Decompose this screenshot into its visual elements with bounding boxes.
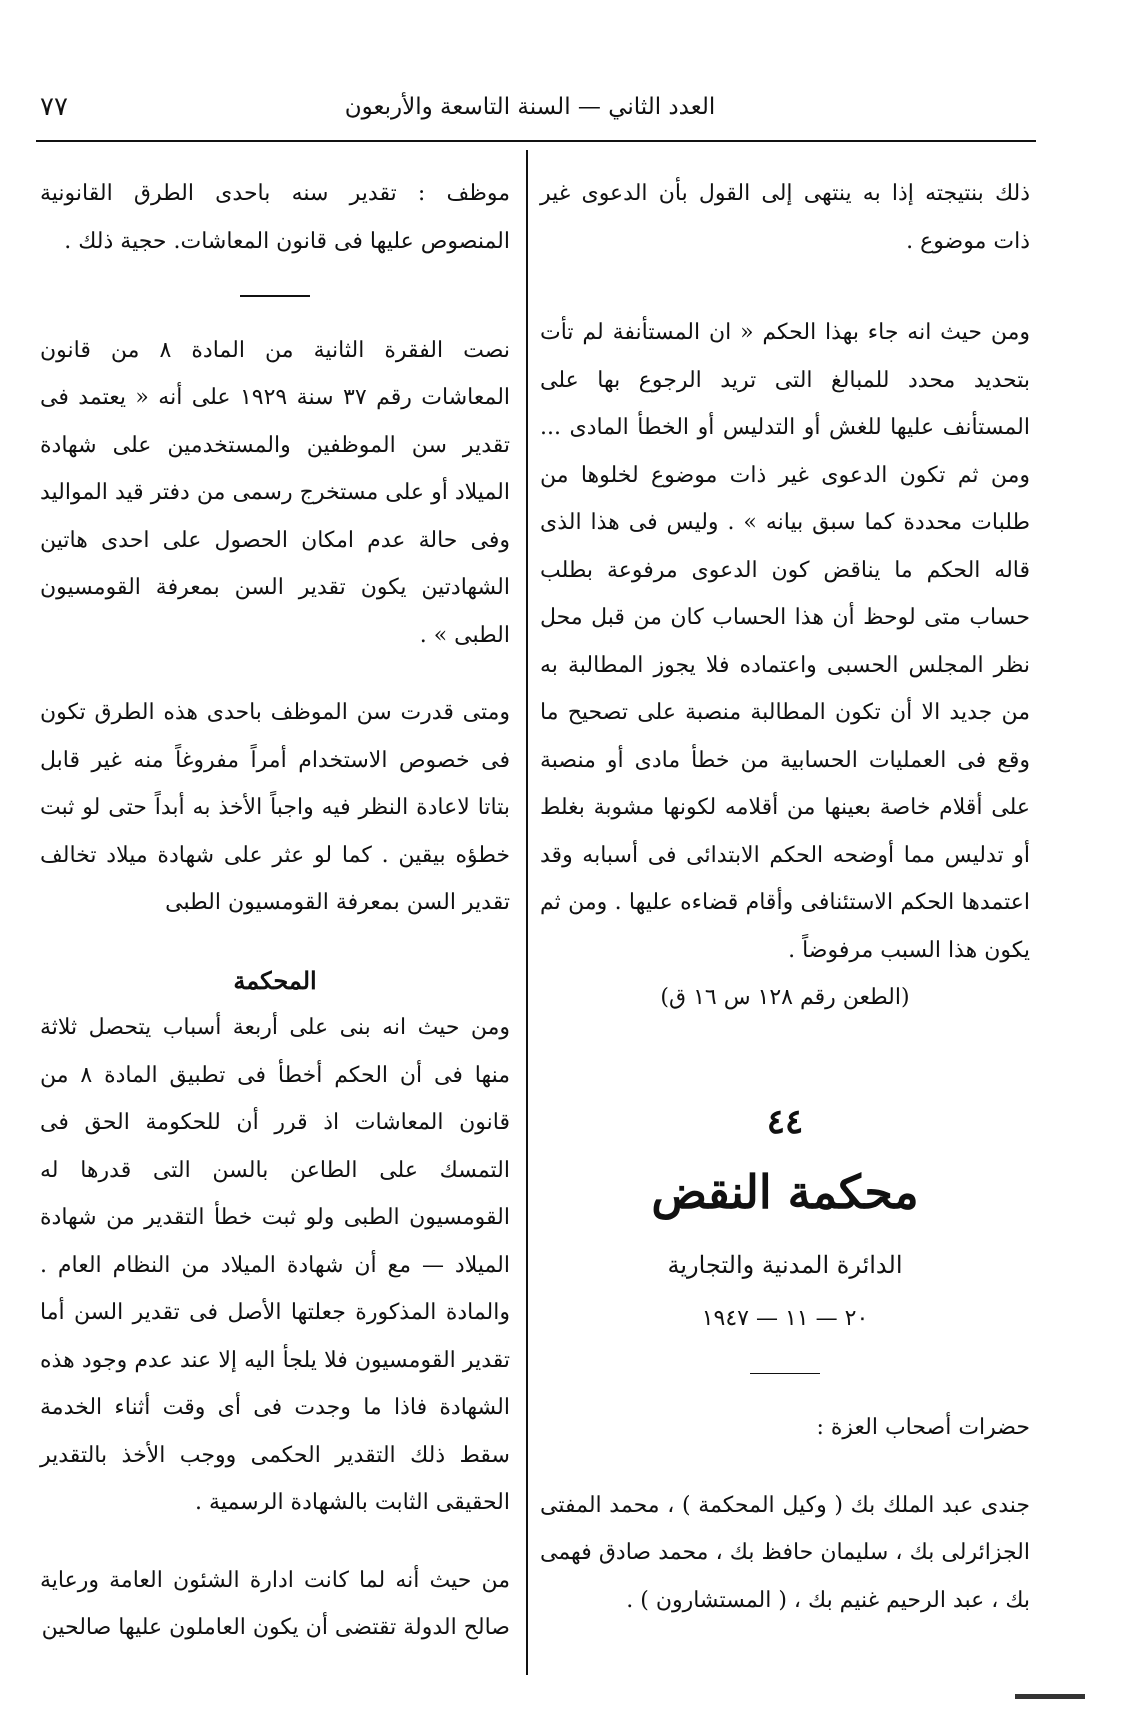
right-column	[540, 170, 1030, 1624]
paragraph: ذلك بنتيجته إذا به ينتهى إلى القول بأن الدعوى غير ذات موضوع .	[540, 181, 1030, 254]
judges-label: حضرات أصحاب العزة :	[816, 1415, 1030, 1440]
judges-list: جندى عبد الملك بك ( وكيل المحكمة ) ، محمد المفتى الجزائرلى بك ، سليمان حافظ بك ، محمد صادق فهمى بك ، عبد الرحيم غنيم بك ، ( المستشارون ) .	[540, 1492, 1030, 1613]
section-rule	[240, 295, 310, 297]
case-summary: موظف : تقدير سنه باحدى الطرق القانونية المنصوص عليها فى قانون المعاشات. حجية ذلك .	[40, 181, 510, 254]
column-divider	[526, 150, 528, 1675]
section-heading: المحكمة	[233, 965, 317, 995]
case-number: ٤٤	[766, 1101, 804, 1142]
case-citation: (الطعن رقم ١٢٨ س ١٦ ق)	[660, 985, 910, 1010]
judgment-date: ٢٠ — ١١ — ١٩٤٧	[701, 1306, 869, 1331]
paragraph: ومتى قدرت سن الموظف باحدى هذه الطرق تكون فى خصوص الاستخدام أمراً مفروغاً منه غير قابل بتاتا لاعادة النظر فيه واجباً الأخذ به أبداً حتى لو ثبت خطؤه بيقين . كما لو عثر على شهادة ميلاد تخالف تقدير السن بمعرفة القومسيون الطبى	[40, 700, 510, 915]
running-header-title: العدد الثاني — السنة التاسعة والأربعون	[344, 94, 716, 120]
paragraph: ومن حيث انه جاء بهذا الحكم « ان المستأنفة لم تأت بتحديد محدد للمبالغ التى تريد الرجوع بها على المستأنف عليها للغش أو التدليس أو الخطأ المادى ... ومن ثم تكون الدعوى غير ذات موضوع لخلوها من طلبات محددة كما سبق بيانه » . وليس فى هذا الذى قاله الحكم ما يناقض كون الدعوى مرفوعة بطلب حساب متى لوحظ أن هذا الحساب كان من قبل محل نظر المجلس الحسبى واعتماده فلا يجوز المطالبة به من جديد الا أن تكون المطالبة منصبة على تصحيح ما وقع فى العمليات الحسابية من خطأ مادى أو منصبة على أقلام خاصة بعينها من أقلامه لكونها مشوبة بغلط أو تدليس مما أوضحه الحكم الابتدائى فى أسبابه وقد اعتمدها الحكم الاستئنافى وأقام قضاءه عليها . ومن ثم يكون هذا السبب مرفوضاً .	[540, 320, 1030, 963]
section-rule	[750, 1373, 820, 1375]
paragraph: ومن حيث انه بنى على أربعة أسباب يتحصل ثلاثة منها فى أن الحكم أخطأ فى تطبيق المادة ٨ من قانون المعاشات اذ قرر أن للحكومة الحق فى التمسك على الطاعن بالسن التى قدرها له القومسيون الطبى ولو ثبت خطأ التقدير من شهادة الميلاد — مع أن شهادة الميلاد من النظام العام . والمادة المذكورة جعلتها الأصل فى تقدير السن أما تقدير القومسيون فلا يلجأ اليه إلا عند عدم وجود هذه الشهادة فاذا ما وجدت فى أى وقت أثناء الخدمة سقط ذلك التقدير الحكمى ووجب الأخذ بالتقدير الحقيقى الثابت بالشهادة الرسمية .	[40, 1015, 511, 1515]
paragraph: من حيث أنه لما كانت ادارة الشئون العامة ورعاية صالح الدولة تقتضى أن يكون العاملون عليها صالحين	[40, 1567, 510, 1640]
left-column	[40, 170, 510, 1652]
court-circuit: الدائرة المدنية والتجارية	[667, 1250, 903, 1279]
print-mark	[1015, 1694, 1085, 1699]
court-name: محكمة النقض	[651, 1164, 919, 1219]
header-rule	[36, 140, 1036, 142]
paragraph: نصت الفقرة الثانية من المادة ٨ من قانون المعاشات رقم ٣٧ سنة ١٩٢٩ على أنه « يعتمد فى تقدير سن الموظفين والمستخدمين على شهادة الميلاد أو على مستخرج رسمى من دفتر قيد المواليد وفى حالة عدم امكان الحصول على احدى هاتين الشهادتين يكون تقدير السن بمعرفة القومسيون الطبى » .	[40, 337, 511, 648]
page-number: ٧٧	[40, 92, 68, 122]
